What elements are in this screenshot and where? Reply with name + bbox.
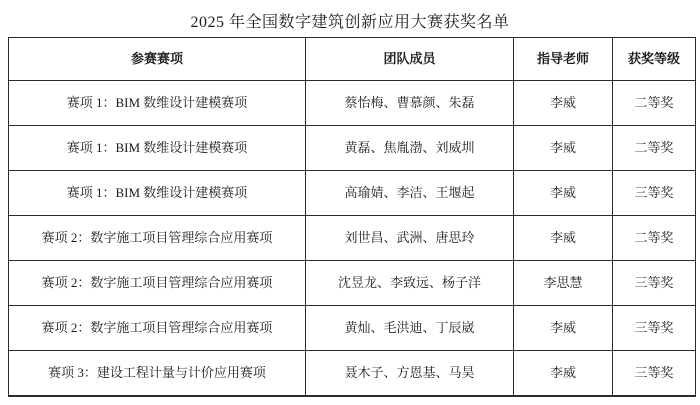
cell-members: 聂木子、方恩基、马昊: [306, 351, 514, 396]
cell-advisor: 李威: [514, 351, 613, 396]
cell-event: 赛项 1：BIM 数维设计建模赛项: [9, 171, 306, 216]
table-row: [9, 306, 696, 351]
cell-members: 高瑜婧、李洁、王堰起: [306, 171, 514, 216]
cell-advisor: 李威: [514, 81, 613, 126]
table-row: [9, 126, 696, 171]
header-members: 团队成员: [306, 38, 514, 81]
cell-members: 刘世昌、武洲、唐思玲: [306, 216, 514, 261]
cell-event: 赛项 3：建设工程计量与计价应用赛项: [9, 351, 306, 396]
table-row: [9, 351, 696, 396]
header-award: 获奖等级: [613, 38, 696, 81]
cell-event: 赛项 1：BIM 数维设计建模赛项: [9, 126, 306, 171]
table-row: [9, 171, 696, 216]
cell-award: 三等奖: [613, 306, 696, 351]
page-title: 2025 年全国数字建筑创新应用大赛获奖名单: [190, 14, 510, 31]
cell-advisor: 李威: [514, 306, 613, 351]
cell-members: 沈昱龙、李致远、杨子洋: [306, 261, 514, 306]
header-event: 参赛赛项: [9, 38, 306, 81]
header-advisor: 指导老师: [514, 38, 613, 81]
cell-award: 三等奖: [613, 171, 696, 216]
table-row: [9, 81, 696, 126]
cell-advisor: 李威: [514, 216, 613, 261]
cell-advisor: 李威: [514, 126, 613, 171]
cell-advisor: 李威: [514, 171, 613, 216]
cell-advisor: 李思慧: [514, 261, 613, 306]
award-table: [8, 37, 696, 397]
cell-event: 赛项 2：数字施工项目管理综合应用赛项: [9, 261, 306, 306]
table-header-row: [9, 38, 696, 81]
cell-members: 黄灿、毛洪迪、丁辰崴: [306, 306, 514, 351]
cell-members: 蔡怡梅、曹慕颜、朱磊: [306, 81, 514, 126]
cell-event: 赛项 2：数字施工项目管理综合应用赛项: [9, 216, 306, 261]
table-row: [9, 216, 696, 261]
cell-award: 二等奖: [613, 126, 696, 171]
cell-award: 三等奖: [613, 351, 696, 396]
cell-members: 黄磊、焦胤渤、刘威圳: [306, 126, 514, 171]
cell-event: 赛项 2：数字施工项目管理综合应用赛项: [9, 306, 306, 351]
cell-award: 二等奖: [613, 81, 696, 126]
cell-award: 三等奖: [613, 261, 696, 306]
cell-event: 赛项 1：BIM 数维设计建模赛项: [9, 81, 306, 126]
cell-award: 二等奖: [613, 216, 696, 261]
table-row: [9, 261, 696, 306]
